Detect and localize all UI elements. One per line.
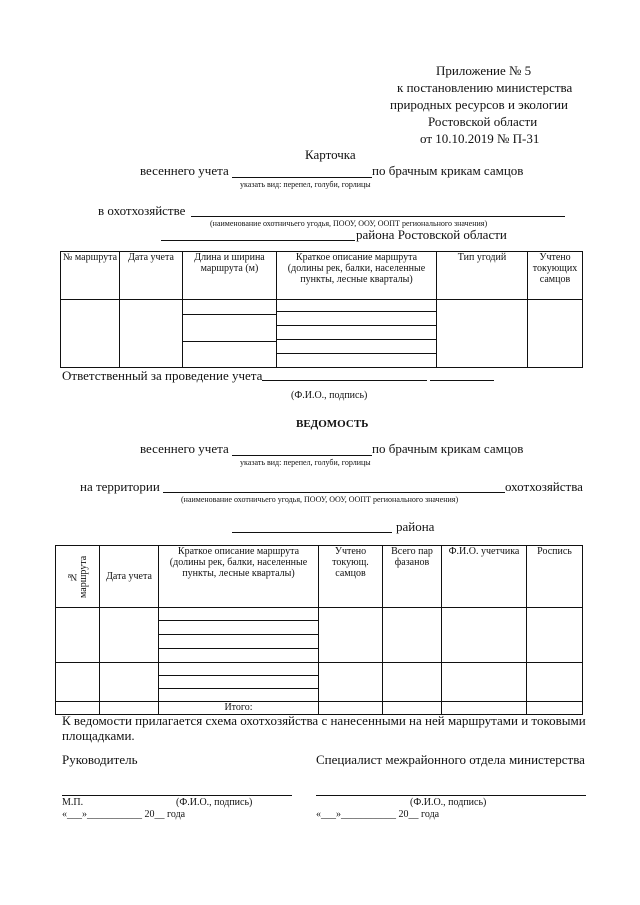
appendix-line-4: Ростовской области: [428, 114, 538, 129]
appendix-date: от 10.10.2019 № П-31: [420, 131, 540, 146]
responsible-hint: (Ф.И.О., подпись): [291, 390, 368, 401]
statement-survey-prefix: весеннего учета: [140, 441, 229, 456]
statement-territory-prefix: на территории: [80, 479, 160, 494]
appendix-line-3: природных ресурсов и экологии: [390, 97, 568, 112]
card-cell[interactable]: [528, 300, 583, 368]
stmt-col-pairs: Всего пар фазанов: [383, 546, 442, 608]
card-col-date: Дата учета: [120, 252, 183, 300]
card-col-land-type: Тип угодий: [437, 252, 528, 300]
signature-right-title: Специалист межрайонного отдела министерства: [316, 752, 585, 767]
card-title: Карточка: [305, 147, 356, 162]
statement-species-hint: указать вид: перепел, голуби, горлицы: [240, 458, 371, 467]
statement-territory-hint: (наименование охотничьего угодья, ПООУ, ООУ, ООПТ регионального значения): [181, 495, 459, 504]
stmt-col-males: Учтено токующ. самцов: [319, 546, 383, 608]
appendix-line-2: к постановлению министерства: [397, 80, 573, 95]
responsible-sign-line[interactable]: [430, 380, 494, 381]
seal-mark: М.П.: [62, 797, 84, 808]
card-cell[interactable]: [120, 300, 183, 368]
stmt-cell[interactable]: [527, 663, 583, 702]
stmt-cell[interactable]: [383, 608, 442, 663]
stmt-col-route-no: № маршрута: [56, 546, 100, 608]
signature-right-date[interactable]: «___»___________ 20__ года: [316, 809, 440, 820]
card-cell[interactable]: [61, 300, 120, 368]
responsible-label: Ответственный за проведение учета: [62, 368, 263, 383]
stmt-cell[interactable]: [527, 608, 583, 663]
signature-left-date[interactable]: «___»___________ 20__ года: [62, 809, 186, 820]
statement-territory-line[interactable]: [163, 492, 505, 493]
statement-territory-suffix: охотхозяйства: [505, 479, 583, 494]
statement-title: ВЕДОМОСТЬ: [296, 418, 369, 430]
card-species-line[interactable]: [232, 177, 372, 178]
card-species-hint: указать вид: перепел, голуби, горлицы: [240, 180, 371, 189]
card-hunting-prefix: в охотхозяйстве: [98, 203, 186, 218]
stmt-cell[interactable]: [100, 608, 159, 663]
card-table: [60, 251, 583, 368]
stmt-cell[interactable]: [100, 663, 159, 702]
appendix-number: Приложение № 5: [436, 63, 532, 78]
stmt-cell[interactable]: [319, 608, 383, 663]
signature-right-line[interactable]: [316, 795, 586, 796]
stmt-cell[interactable]: [56, 608, 100, 663]
statement-table: [55, 545, 583, 715]
card-district-line[interactable]: [161, 240, 355, 241]
card-cell-split[interactable]: [183, 300, 277, 368]
card-hunting-hint: (наименование охотничьего угодья, ПООУ, ООУ, ООПТ регионального значения): [210, 219, 488, 228]
stmt-cell-split[interactable]: [159, 608, 319, 663]
statement-species-line[interactable]: [232, 455, 372, 456]
stmt-col-signature: Роспись: [527, 546, 583, 608]
card-col-description: Краткое описание маршрута (долины рек, балки, населенные пункты, лесные кварталы): [277, 252, 437, 300]
statement-note: К ведомости прилагается схема охотхозяйства с нанесенными на ней маршрутами и токовыми площадками.: [62, 713, 586, 743]
card-hunting-line[interactable]: [191, 216, 565, 217]
signature-left-hint: (Ф.И.О., подпись): [176, 797, 253, 808]
stmt-col-date: Дата учета: [100, 546, 159, 608]
stmt-cell-split[interactable]: [159, 663, 319, 702]
stmt-total-label: Итого:: [159, 702, 319, 715]
stmt-cell[interactable]: [442, 663, 527, 702]
card-district-suffix: района Ростовской области: [356, 227, 507, 242]
card-col-males: Учтено токующих самцов: [528, 252, 583, 300]
stmt-cell[interactable]: [383, 663, 442, 702]
signature-left-title: Руководитель: [62, 752, 138, 767]
card-survey-suffix: по брачным крикам самцов: [372, 163, 524, 178]
statement-survey-suffix: по брачным крикам самцов: [372, 441, 524, 456]
stmt-cell[interactable]: [56, 663, 100, 702]
stmt-cell[interactable]: [442, 608, 527, 663]
stmt-col-counter: Ф.И.О. учетчика: [442, 546, 527, 608]
responsible-name-line[interactable]: [262, 380, 427, 381]
card-col-route-no: № маршрута: [61, 252, 120, 300]
card-survey-prefix: весеннего учета: [140, 163, 229, 178]
signature-right-hint: (Ф.И.О., подпись): [410, 797, 487, 808]
stmt-col-description: Краткое описание маршрута (долины рек, балки, населенные пункты, лесные кварталы): [159, 546, 319, 608]
stmt-cell[interactable]: [319, 663, 383, 702]
statement-district-suffix: района: [396, 519, 435, 534]
card-cell[interactable]: [437, 300, 528, 368]
card-col-length: Длина и ширина маршрута (м): [183, 252, 277, 300]
card-cell-split[interactable]: [277, 300, 437, 368]
statement-district-line[interactable]: [232, 532, 392, 533]
signature-left-line[interactable]: [62, 795, 292, 796]
